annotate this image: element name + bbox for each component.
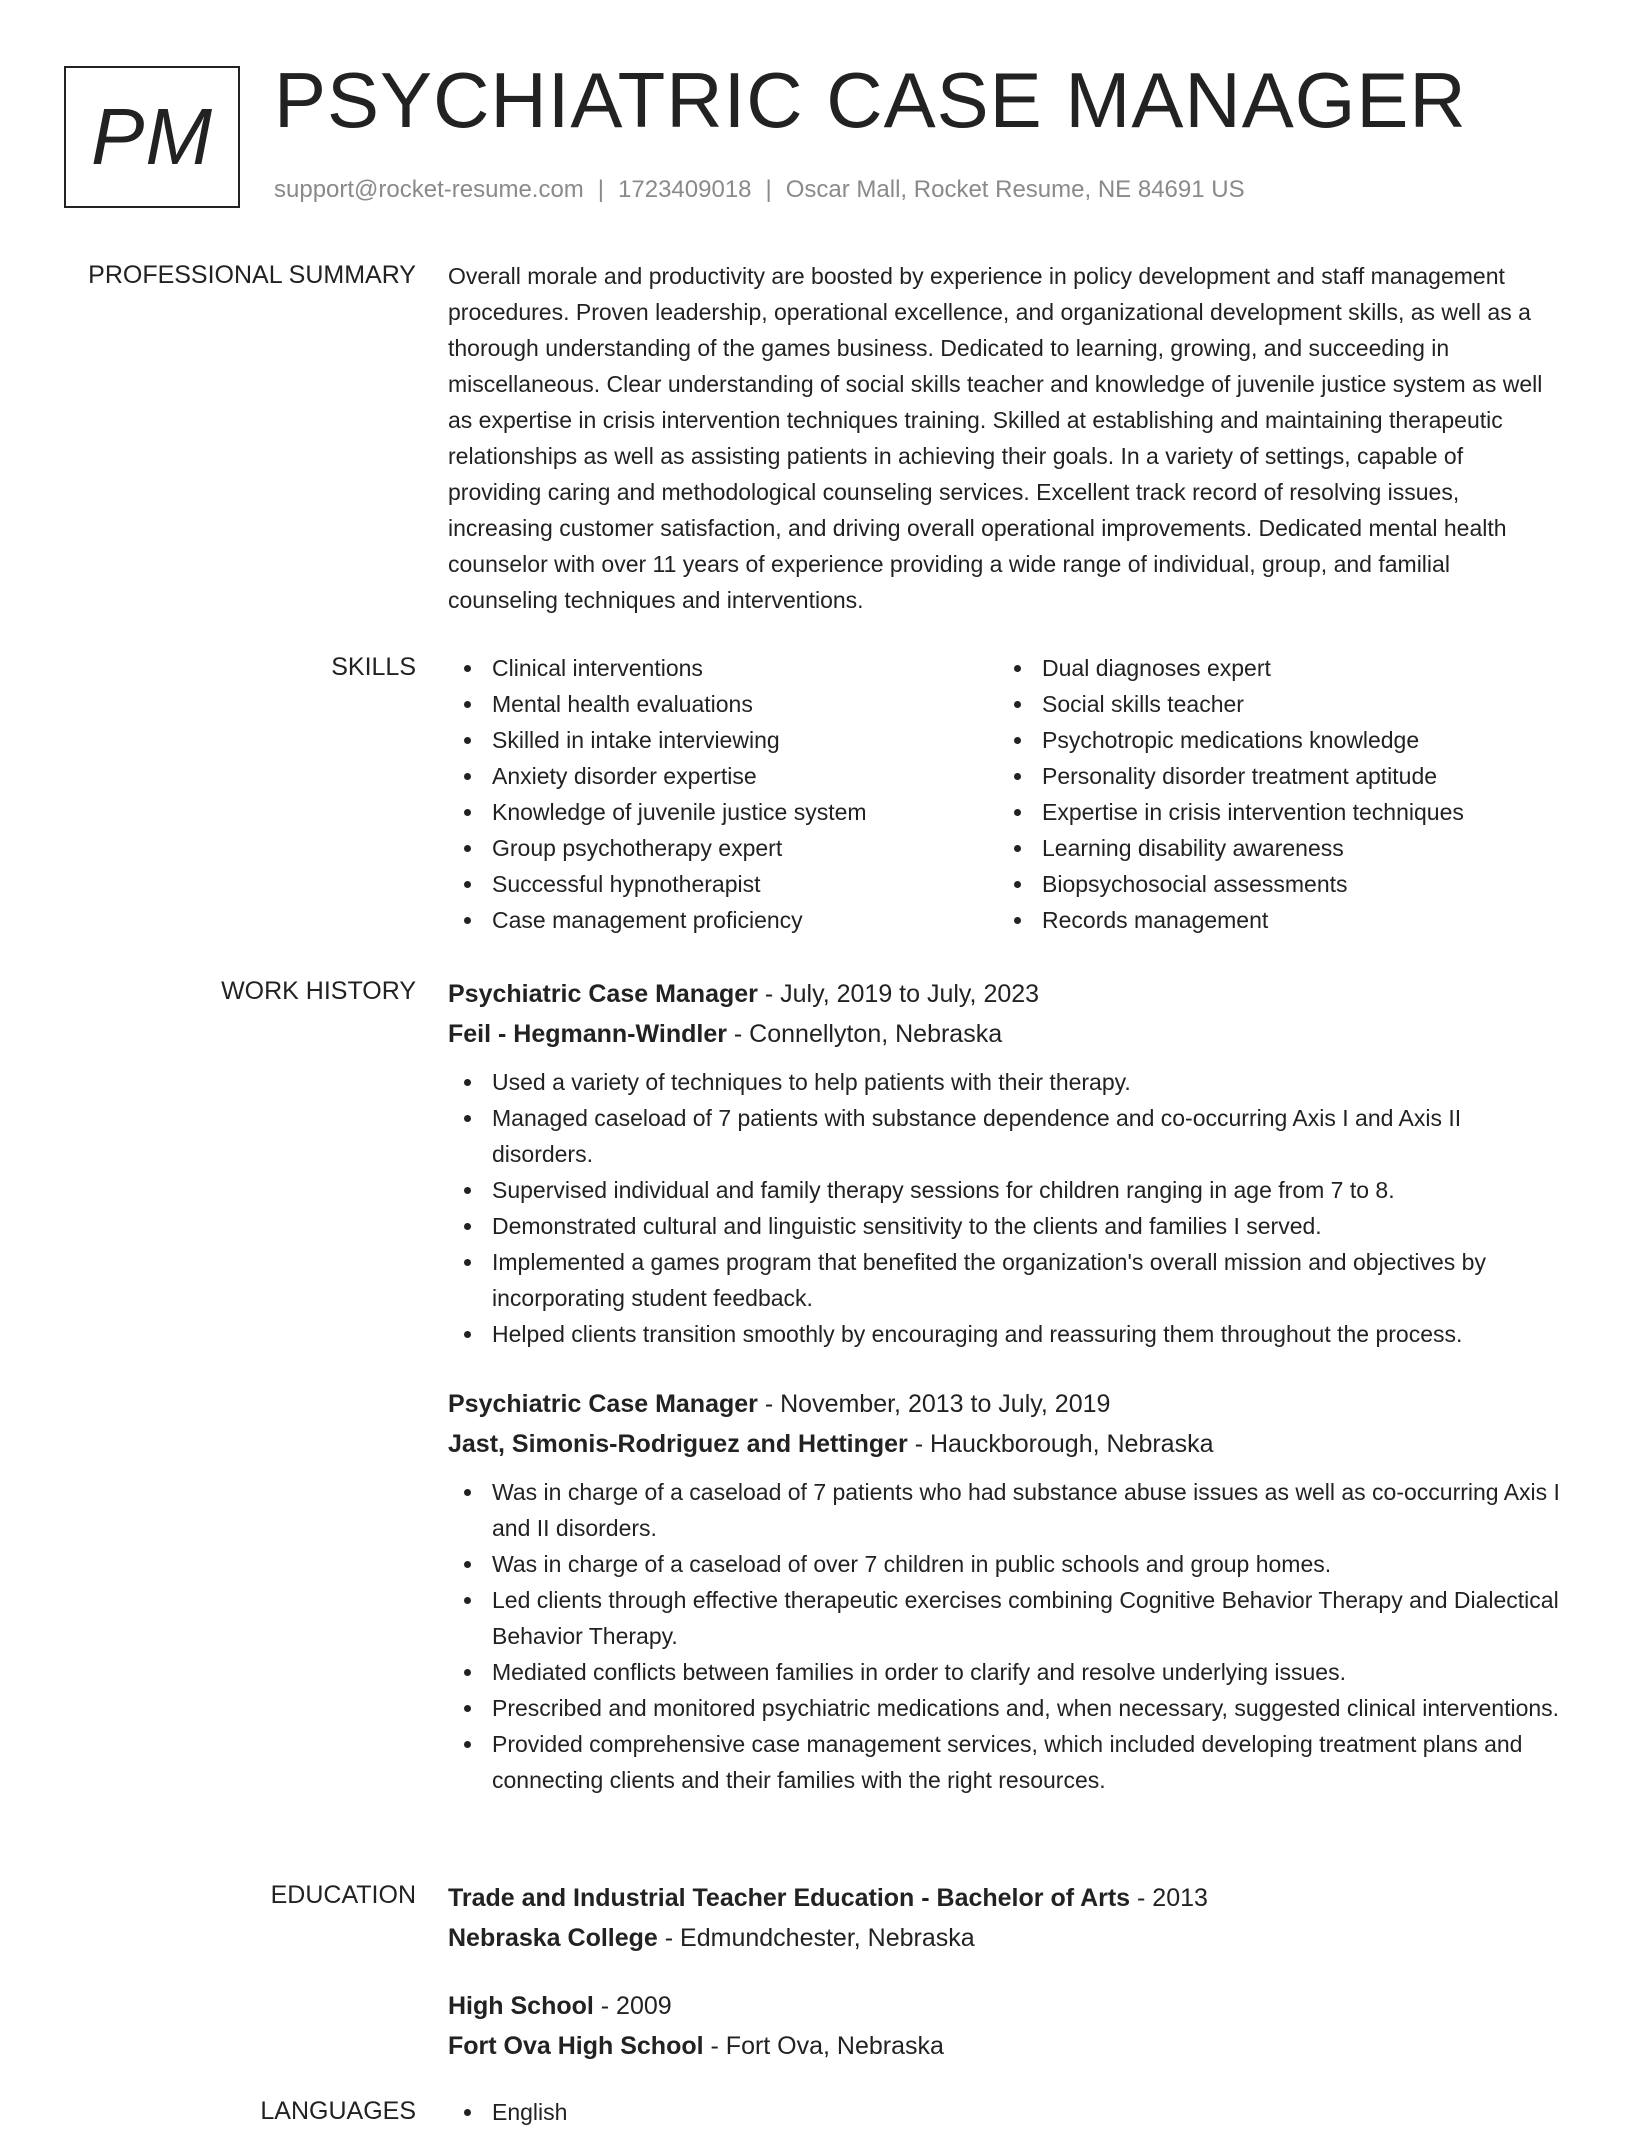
- edu-degree-line: [448, 1986, 1560, 2026]
- skill-item: Group psychotherapy expert: [448, 830, 998, 866]
- education-body: [448, 1878, 1560, 2094]
- edu-degree-line: [448, 1878, 1560, 1918]
- job-duty: Mediated conflicts between families in order to clarify and resolve underlying issues.: [448, 1654, 1560, 1690]
- section-heading-summary: PROFESSIONAL SUMMARY: [88, 261, 416, 289]
- edu-school-line: [448, 2026, 1560, 2066]
- job-title-line: [448, 974, 1560, 1014]
- summary-text: Overall morale and productivity are boosted by experience in policy development and staff management procedures. Proven leadership, operational excellence, and organizational development skills, as well as a thorough understanding of the games business. Dedicated to learning, growing, and succeeding in miscellaneous. Clear understanding of social skills teacher and knowledge of juvenile justice system as well as expertise in crisis intervention techniques training. Skilled at establishing and maintaining therapeutic relationships as well as assisting patients in achieving their goals. In a variety of settings, capable of providing caring and methodological counseling services. Excellent track record of resolving issues, increasing customer satisfaction, and driving overall operational improvements. Dedicated mental health counselor with over 11 years of experience providing a wide range of individual, group, and familial counseling techniques and interventions.: [448, 263, 1543, 613]
- skill-item: Expertise in crisis intervention techniques: [998, 794, 1548, 830]
- contact-separator: |: [765, 176, 772, 203]
- job-title: Psychiatric Case Manager: [448, 980, 758, 1008]
- skill-item: Social skills teacher: [998, 686, 1548, 722]
- skill-item: Case management proficiency: [448, 902, 998, 938]
- skill-item: Skilled in intake interviewing: [448, 722, 998, 758]
- skill-item: Psychotropic medications knowledge: [998, 722, 1548, 758]
- languages-list: [448, 2094, 1560, 2130]
- skill-item: Records management: [998, 902, 1548, 938]
- skills-grid: [448, 650, 1560, 938]
- edu-degree: High School: [448, 1992, 594, 2020]
- section-heading-education: EDUCATION: [270, 1881, 416, 1909]
- languages-body: [448, 2094, 1560, 2130]
- section-heading-languages: LANGUAGES: [260, 2097, 416, 2125]
- section-heading-skills: SKILLS: [331, 653, 416, 681]
- job-dates: - July, 2019 to July, 2023: [757, 980, 1040, 1008]
- contact-line: [274, 176, 1245, 204]
- skill-item: Personality disorder treatment aptitude: [998, 758, 1548, 794]
- job-duty: Implemented a games program that benefited the organization's overall mission and objectives by incorporating student feedback.: [448, 1244, 1560, 1316]
- job-dates: - November, 2013 to July, 2019: [757, 1390, 1111, 1418]
- job-duty: Prescribed and monitored psychiatric medications and, when necessary, suggested clinical interventions.: [448, 1690, 1560, 1726]
- contact-email: support@rocket-resume.com: [274, 176, 584, 203]
- job-company: Jast, Simonis-Rodriguez and Hettinger: [448, 1430, 908, 1458]
- edu-school: Nebraska College: [448, 1924, 658, 1952]
- job-duty: Demonstrated cultural and linguistic sensitivity to the clients and families I served.: [448, 1208, 1560, 1244]
- job-location: - Connellyton, Nebraska: [726, 1020, 1003, 1048]
- education-entry: [448, 1986, 1560, 2066]
- skill-item: Successful hypnotherapist: [448, 866, 998, 902]
- job-entry: [448, 1384, 1560, 1798]
- skill-item: Clinical interventions: [448, 650, 998, 686]
- job-duty: Provided comprehensive case management services, which included developing treatment plans and connecting clients and their families with the right resources.: [448, 1726, 1560, 1798]
- skill-item: Knowledge of juvenile justice system: [448, 794, 998, 830]
- contact-address: Oscar Mall, Rocket Resume, NE 84691 US: [785, 176, 1245, 203]
- skill-item: Biopsychosocial assessments: [998, 866, 1548, 902]
- job-entry: [448, 974, 1560, 1352]
- monogram-logo: PM: [64, 66, 240, 208]
- job-company-line: [448, 1424, 1560, 1464]
- job-company-line: [448, 1014, 1560, 1054]
- job-duty: Supervised individual and family therapy sessions for children ranging in age from 7 to 8.: [448, 1172, 1560, 1208]
- contact-separator: |: [597, 176, 605, 203]
- job-duty: Managed caseload of 7 patients with substance dependence and co-occurring Axis I and Axis II disorders.: [448, 1100, 1560, 1172]
- job-title-line: [448, 1384, 1560, 1424]
- edu-degree: Trade and Industrial Teacher Education - Bachelor of Arts: [448, 1884, 1131, 1912]
- contact-phone: 1723409018: [618, 176, 752, 203]
- edu-location: - Edmundchester, Nebraska: [657, 1924, 975, 1952]
- language-item: English: [448, 2094, 1560, 2130]
- section-heading-work: WORK HISTORY: [221, 977, 416, 1005]
- summary-body: [448, 258, 1560, 618]
- job-duty: Used a variety of techniques to help patients with their therapy.: [448, 1064, 1560, 1100]
- skill-item: Learning disability awareness: [998, 830, 1548, 866]
- skills-list-left: [448, 650, 998, 938]
- skill-item: Mental health evaluations: [448, 686, 998, 722]
- job-duties-list: [448, 1064, 1560, 1352]
- edu-school-line: [448, 1918, 1560, 1958]
- edu-year: - 2009: [593, 1992, 672, 2020]
- edu-year: - 2013: [1130, 1884, 1208, 1912]
- job-duty: Was in charge of a caseload of over 7 children in public schools and group homes.: [448, 1546, 1560, 1582]
- skills-list-right: [998, 650, 1548, 938]
- job-title: Psychiatric Case Manager: [448, 1390, 758, 1418]
- job-location: - Hauckborough, Nebraska: [907, 1430, 1214, 1458]
- skill-item: Anxiety disorder expertise: [448, 758, 998, 794]
- edu-location: - Fort Ova, Nebraska: [703, 2032, 944, 2060]
- job-duty: Led clients through effective therapeutic exercises combining Cognitive Behavior Therapy and Dialectical Behavior Therapy.: [448, 1582, 1560, 1654]
- skill-item: Dual diagnoses expert: [998, 650, 1548, 686]
- job-duties-list: [448, 1474, 1560, 1798]
- work-history-body: [448, 974, 1560, 1830]
- job-duty: Was in charge of a caseload of 7 patients who had substance abuse issues as well as co-occurring Axis I and II disorders.: [448, 1474, 1560, 1546]
- page-title: PSYCHIATRIC CASE MANAGER: [274, 56, 1467, 144]
- job-company: Feil - Hegmann-Windler: [448, 1020, 727, 1048]
- edu-school: Fort Ova High School: [448, 2032, 704, 2060]
- job-duty: Helped clients transition smoothly by encouraging and reassuring them throughout the process.: [448, 1316, 1560, 1352]
- education-entry: [448, 1878, 1560, 1958]
